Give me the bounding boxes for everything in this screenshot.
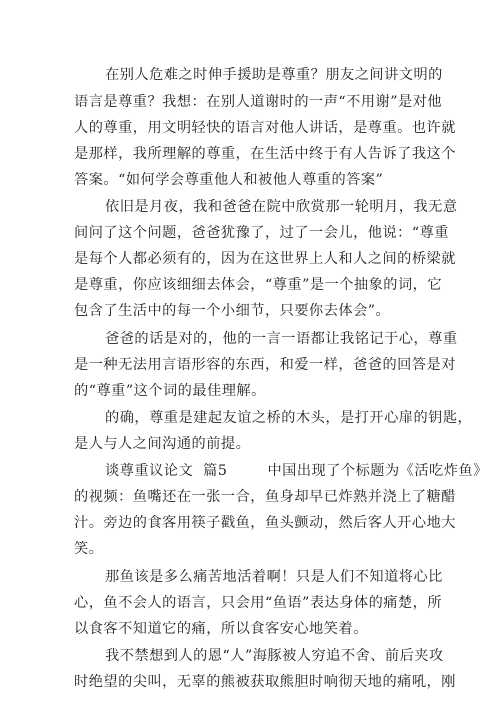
text-line: 是尊重，你应该细细去体会，“尊重”是一个抽象的词，它 [74,277,443,293]
text-line: 汁。旁边的食客用筷子戳鱼，鱼头颤动，然后客人开心地大 [74,515,456,531]
text-line: 那鱼该是多么痛苦地活着啊！只是人们不知道将心比 [105,569,443,585]
text-line: 是每个人都必须有的，因为在这世界上人和人之间的桥梁就 [74,251,456,267]
text-line: 我不禁想到人的恩“人”海豚被人穷追不舍、前后夹攻 [105,648,444,664]
text-line: 包含了生活中的每一个小细节，只要你去体会”。 [74,303,391,319]
text-line: 是一种无法用言语形容的东西，和爱一样，爸爸的回答是对 [74,357,456,373]
text-line: 笑。 [74,541,104,557]
text-line: 在别人危难之时伸手援助是尊重？朋友之间讲文明的 [105,67,443,83]
text-line: 时绝望的尖叫，无辜的熊被获取熊胆时响彻天地的痛吼，刚 [74,674,456,690]
text-line: 爸爸的话是对的，他的一言一语都让我铭记于心，尊重 [105,331,458,347]
text-line: 的视频：鱼嘴还在一张一合，鱼身却早已炸熟并浇上了糖醋 [74,489,456,505]
text-line: 心，鱼不会人的语言，只会用“鱼语”表达身体的痛楚，所 [74,595,443,611]
text-line: 的“尊重”这个词的最佳理解。 [74,383,266,399]
text-line: 答案。“如何学会尊重他人和被他人尊重的答案” [74,172,384,188]
text-line: 间问了这个问题，爸爸犹豫了，过了一会儿，他说：“尊重 [74,225,449,241]
text-line: 是人与人之间沟通的前提。 [74,436,251,452]
text-line: 的确，尊重是建起友谊之桥的木头，是打开心扉的钥匙， [105,410,473,426]
text-line: 语言是尊重？我想：在别人道谢时的一声“不用谢”是对他 [74,94,443,110]
text-line: 依旧是月夜，我和爸爸在院中欣赏那一轮明月，我无意 [105,199,458,215]
text-line: 是那样，我所理解的尊重，在生活中终于有人告诉了我这个 [74,146,456,162]
text-line: 以食客不知道它的痛，所以食客安心地笑着。 [74,621,368,637]
section-heading-line: 谈尊重议论文 篇5 中国出现了个标题为《活吃炸鱼》 [105,463,488,479]
text-line: 人的尊重，用文明轻快的语言对他人讲话，是尊重。也许就 [74,120,456,136]
